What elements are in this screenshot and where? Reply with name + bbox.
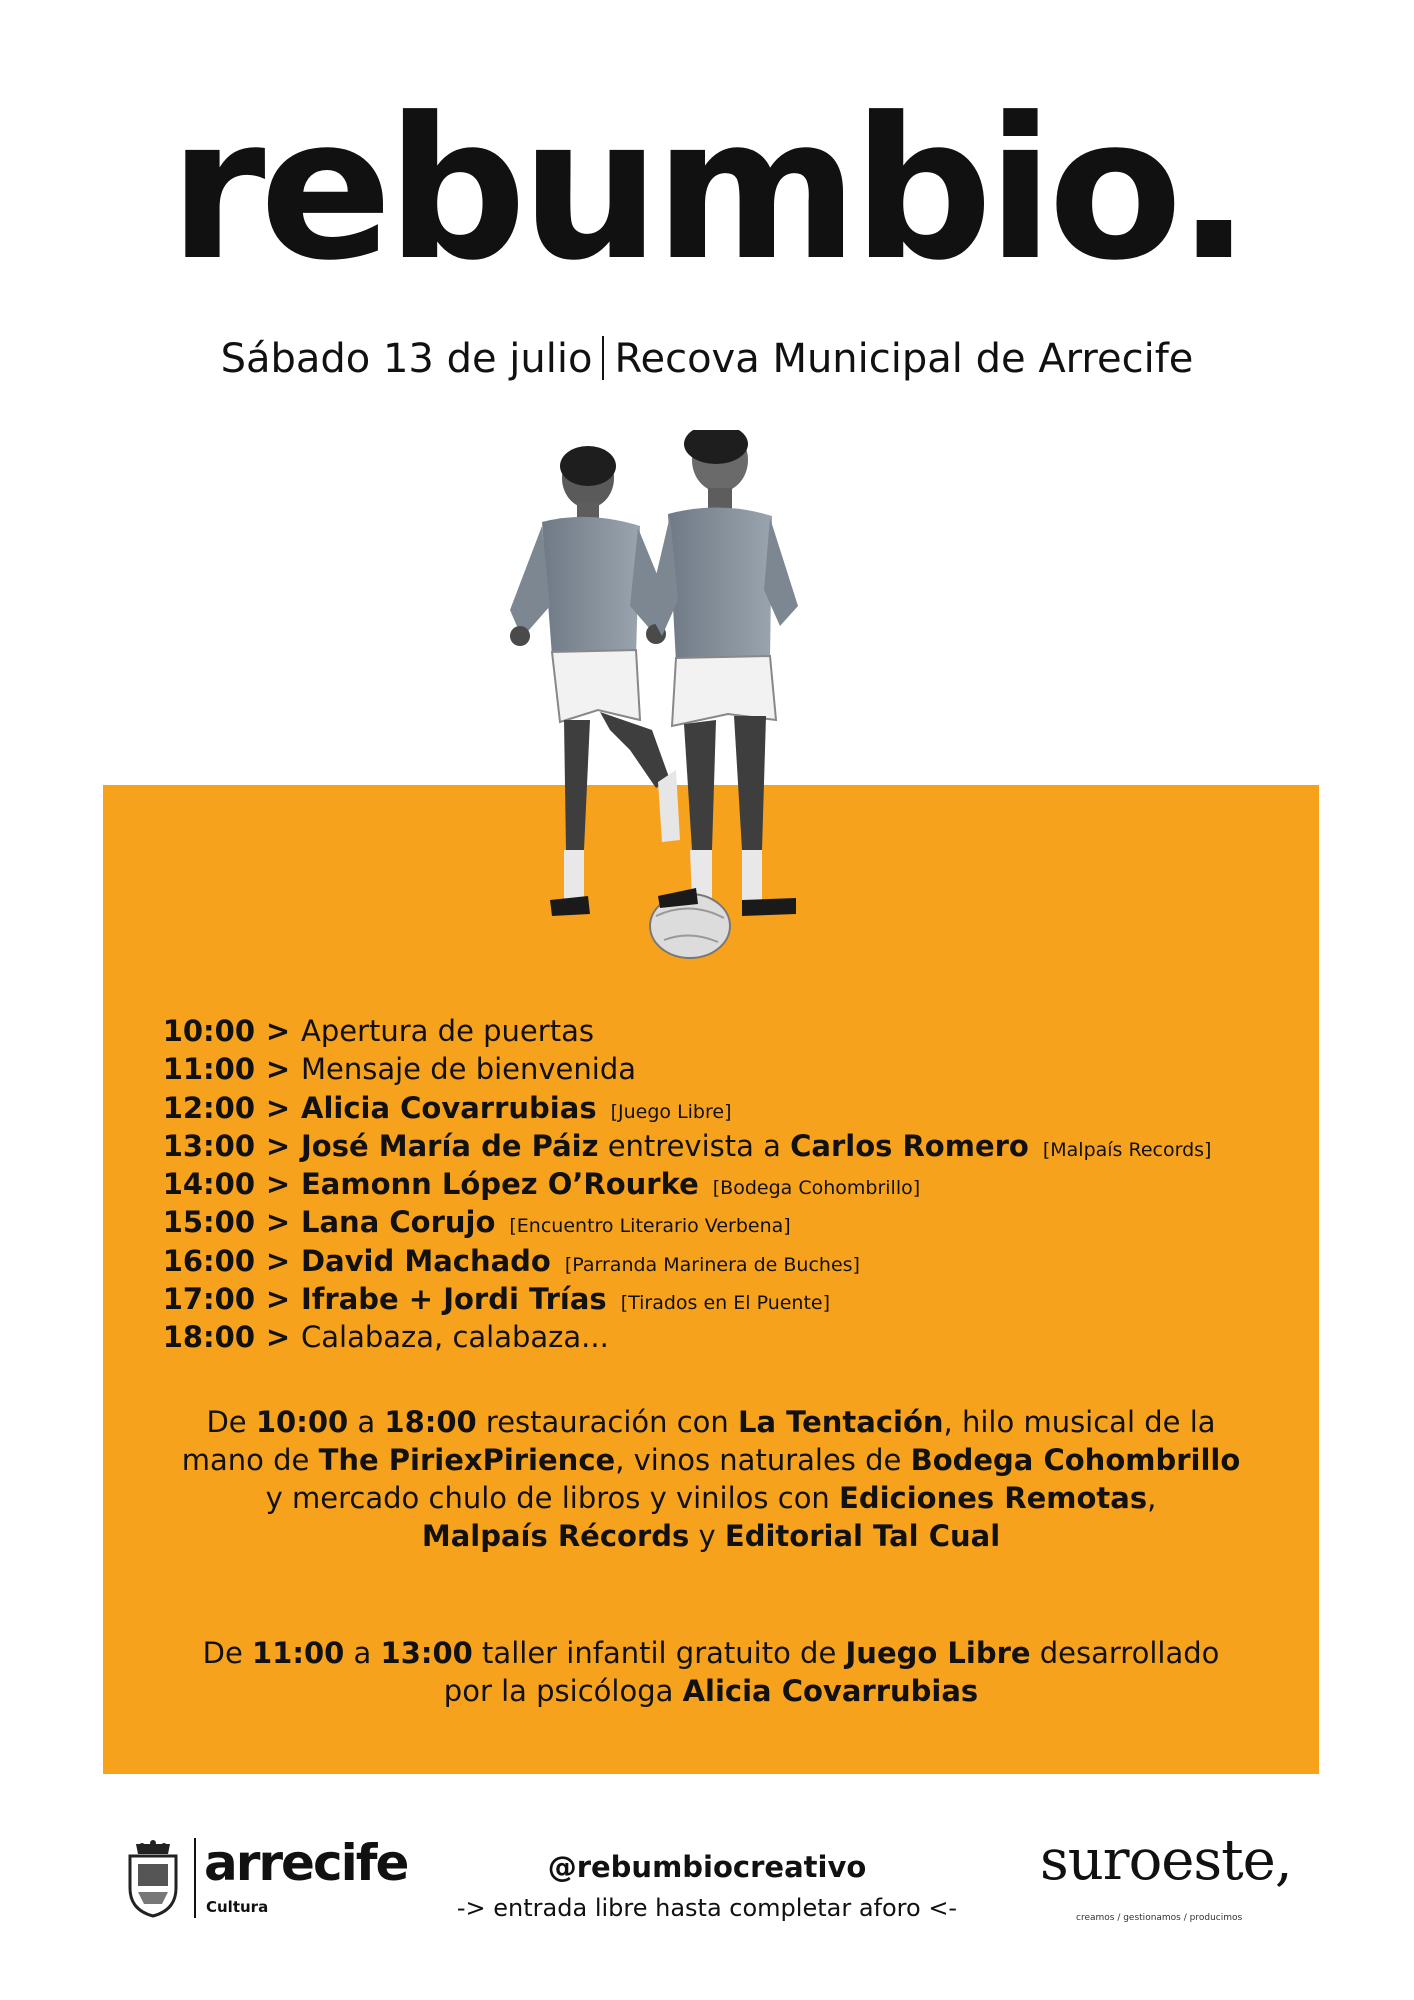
- schedule-time: 18:00: [162, 1320, 255, 1355]
- schedule-arrow: >: [265, 1090, 291, 1125]
- text-span: ,: [1147, 1481, 1157, 1515]
- info-line: [103, 1441, 1319, 1479]
- schedule-row: [150, 1127, 1350, 1165]
- schedule-text: Calabaza, calabaza...: [301, 1320, 609, 1355]
- schedule-name: Alicia Covarrubias: [301, 1090, 597, 1125]
- text-bold: Malpaís Récords: [421, 1519, 690, 1553]
- schedule-arrow: >: [265, 1320, 291, 1355]
- event-date: Sábado 13 de julio: [220, 336, 593, 382]
- schedule-row: [150, 1050, 1350, 1088]
- schedule-tag: [Encuentro Literario Verbena]: [509, 1215, 791, 1238]
- text-span: taller infantil gratuito de: [472, 1636, 846, 1670]
- suroeste-logo: suroeste,: [1040, 1828, 1292, 1893]
- event-subtitle: [0, 336, 1414, 382]
- schedule-text: Mensaje de bienvenida: [301, 1052, 637, 1087]
- schedule-time: 12:00: [162, 1090, 255, 1125]
- text-span: , vinos naturales de: [615, 1443, 911, 1477]
- event-title: rebumbio.: [168, 76, 1246, 304]
- footballers-photo: [480, 430, 880, 970]
- text-span: restauración con: [476, 1405, 739, 1439]
- text-span: y mercado chulo de libros y vinilos con: [265, 1481, 840, 1515]
- schedule-name: José María de Páiz: [301, 1128, 599, 1163]
- schedule-row: [150, 1318, 1350, 1356]
- schedule-arrow: >: [265, 1205, 291, 1240]
- text-span: por la psicóloga: [443, 1674, 683, 1708]
- info-line: [103, 1403, 1319, 1441]
- schedule-name: Eamonn López O’Rourke: [301, 1167, 699, 1202]
- suroeste-tagline: creamos / gestionamos / producimos: [1076, 1913, 1243, 1923]
- schedule-tag: [Juego Libre]: [610, 1100, 732, 1123]
- info-line: [103, 1672, 1319, 1710]
- text-span: mano de: [181, 1443, 319, 1477]
- social-handle: @rebumbiocreativo: [547, 1850, 867, 1884]
- schedule-text: Apertura de puertas: [301, 1014, 594, 1048]
- event-venue: Recova Municipal de Arrecife: [614, 336, 1194, 382]
- schedule-mid: entrevista a: [607, 1128, 781, 1163]
- text-span: a: [344, 1636, 381, 1670]
- text-bold: Bodega Cohombrillo: [910, 1443, 1241, 1477]
- schedule-row: [150, 1242, 1350, 1280]
- schedule-name: Ifrabe + Jordi Trías: [301, 1282, 607, 1317]
- text-span: desarrollado: [1030, 1636, 1220, 1670]
- schedule-time: 10:00: [162, 1014, 255, 1048]
- subtitle-divider: [602, 336, 604, 380]
- info-paragraph-services: [103, 1403, 1319, 1555]
- entrance-note: -> entrada libre hasta completar aforo <-: [456, 1894, 958, 1922]
- schedule-arrow: >: [265, 1243, 291, 1278]
- schedule-tag: [Tirados en El Puente]: [620, 1292, 831, 1315]
- info-line: [103, 1634, 1319, 1672]
- text-bold: Editorial Tal Cual: [724, 1519, 1001, 1553]
- arrecife-wordmark: arrecife: [204, 1834, 408, 1892]
- text-span: , hilo musical de la: [943, 1405, 1216, 1439]
- schedule-row: [150, 1165, 1350, 1203]
- cultura-label: Cultura: [206, 1898, 269, 1916]
- info-line: [103, 1479, 1319, 1517]
- text-span: De: [206, 1405, 256, 1439]
- schedule-row: [150, 1203, 1350, 1241]
- schedule-time: 16:00: [162, 1243, 255, 1278]
- schedule-list: [150, 1012, 1350, 1357]
- schedule-arrow: >: [265, 1128, 291, 1163]
- schedule-time: 11:00: [162, 1052, 255, 1087]
- text-bold: Alicia Covarrubias: [682, 1674, 979, 1708]
- schedule-time: 15:00: [162, 1205, 255, 1240]
- text-bold: Juego Libre: [845, 1636, 1031, 1670]
- schedule-name-2: Carlos Romero: [790, 1128, 1029, 1163]
- schedule-arrow: >: [265, 1052, 291, 1087]
- schedule-name: David Machado: [301, 1243, 551, 1278]
- text-span: y: [689, 1519, 725, 1553]
- schedule-row: [150, 1089, 1350, 1127]
- text-bold: 10:00: [255, 1405, 349, 1439]
- schedule-arrow: >: [265, 1282, 291, 1317]
- schedule-arrow: >: [265, 1014, 291, 1048]
- text-bold: 11:00: [252, 1636, 345, 1670]
- schedule-tag: [Bodega Cohombrillo]: [712, 1177, 921, 1200]
- info-paragraph-workshop: [103, 1634, 1319, 1710]
- text-span: De: [202, 1636, 252, 1670]
- schedule-row: [150, 1280, 1350, 1318]
- text-bold: 13:00: [380, 1636, 473, 1670]
- schedule-row: [150, 1012, 1350, 1050]
- text-bold: Ediciones Remotas: [839, 1481, 1148, 1515]
- text-bold: La Tentación: [738, 1405, 944, 1439]
- schedule-tag: [Parranda Marinera de Buches]: [564, 1253, 860, 1276]
- schedule-time: 17:00: [162, 1282, 255, 1317]
- schedule-name: Lana Corujo: [301, 1205, 496, 1240]
- text-bold: 18:00: [384, 1405, 477, 1439]
- schedule-arrow: >: [265, 1167, 291, 1202]
- schedule-tag: [Malpaís Records]: [1042, 1138, 1212, 1161]
- schedule-time: 13:00: [162, 1128, 255, 1163]
- schedule-time: 14:00: [162, 1167, 255, 1202]
- text-span: a: [348, 1405, 385, 1439]
- text-bold: The PiriexPirience: [318, 1443, 616, 1477]
- info-line: [103, 1517, 1319, 1555]
